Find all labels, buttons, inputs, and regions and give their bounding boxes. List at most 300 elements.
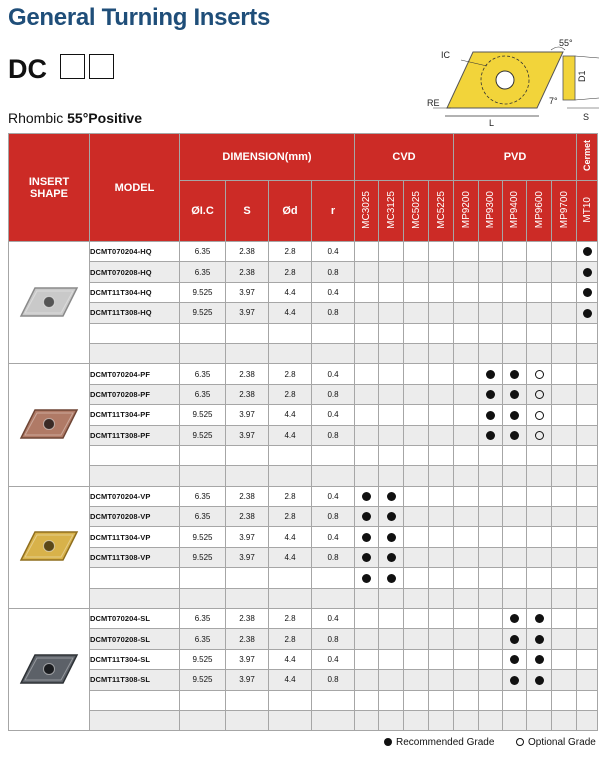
- grade-cell: [552, 568, 577, 588]
- dim-cell: [180, 323, 226, 343]
- grade-cell: [379, 588, 404, 608]
- grade-cell: [379, 507, 404, 527]
- table-row: [9, 343, 598, 363]
- grade-cell: [552, 445, 577, 465]
- r-cell: 0.8: [312, 262, 355, 282]
- grade-cell: [404, 710, 429, 730]
- recommended-dot-icon: [510, 676, 519, 685]
- grade-cell: [552, 242, 577, 262]
- model-cell: [90, 710, 180, 730]
- side-edge-top: [575, 56, 599, 58]
- dim-cell: [269, 343, 312, 363]
- grade-cell: [429, 242, 454, 262]
- grade-cell: [355, 343, 379, 363]
- grade-cell: [577, 323, 598, 343]
- grade-cell: [527, 425, 552, 445]
- ic-cell: 6.35: [180, 364, 226, 384]
- r-cell: 0.4: [312, 649, 355, 669]
- grade-cell: [503, 649, 527, 669]
- table-row: [9, 609, 598, 629]
- insert-geometry-diagram: [425, 36, 607, 128]
- grade-cell: [404, 588, 429, 608]
- grade-cell: [379, 547, 404, 567]
- recommended-dot-icon: [362, 574, 371, 583]
- recommended-dot-icon: [387, 553, 396, 562]
- model-cell: DCMT11T304-HQ: [90, 282, 180, 302]
- grade-cell: [577, 303, 598, 323]
- grade-cell: [577, 547, 598, 567]
- ic-cell: 6.35: [180, 262, 226, 282]
- grade-cell: [479, 343, 503, 363]
- grade-cell: [479, 649, 503, 669]
- model-cell: DCMT070204-VP: [90, 486, 180, 506]
- r-cell: 0.8: [312, 629, 355, 649]
- grade-cell: [552, 649, 577, 669]
- grade-cell: [404, 242, 429, 262]
- grade-cell: [527, 282, 552, 302]
- grade-cell: [429, 649, 454, 669]
- grade-cell: [552, 507, 577, 527]
- dim-cell: [180, 445, 226, 465]
- ic-cell: 6.35: [180, 384, 226, 404]
- grade-col-mt10: [577, 181, 598, 242]
- grade-cell: [404, 670, 429, 690]
- optional-ring-icon: [535, 370, 544, 379]
- model-cell: DCMT070208-VP: [90, 507, 180, 527]
- grade-cell: [379, 649, 404, 669]
- grade-cell: [527, 547, 552, 567]
- grade-cell: [577, 690, 598, 710]
- dim-cell: [269, 323, 312, 343]
- ic-cell: 9.525: [180, 649, 226, 669]
- grade-cell: [355, 445, 379, 465]
- grade-cell: [454, 405, 479, 425]
- table-row: [9, 588, 598, 608]
- legend-optional-label: Optional Grade: [528, 737, 596, 748]
- model-cell: DCMT070204-SL: [90, 609, 180, 629]
- r-cell: 0.4: [312, 282, 355, 302]
- grade-cell: [404, 364, 429, 384]
- grade-cell: [552, 282, 577, 302]
- page-title: General Turning Inserts: [8, 4, 271, 31]
- grade-cell: [355, 425, 379, 445]
- grade-cell: [379, 466, 404, 486]
- d-cell: 4.4: [269, 303, 312, 323]
- grade-cell: [404, 527, 429, 547]
- dim-cell: [180, 690, 226, 710]
- grade-cell: [479, 466, 503, 486]
- s-cell: 3.97: [226, 425, 269, 445]
- grade-cell: [479, 405, 503, 425]
- dim-cell: [312, 466, 355, 486]
- grade-cell: [429, 609, 454, 629]
- grade-cell: [503, 425, 527, 445]
- grade-cell: [404, 629, 429, 649]
- dark-insert-icon: [17, 649, 81, 689]
- grade-cell: [527, 486, 552, 506]
- r-cell: 0.8: [312, 303, 355, 323]
- dim-cell: [312, 710, 355, 730]
- grade-cell: [527, 384, 552, 404]
- recommended-dot-icon: [486, 390, 495, 399]
- grade-cell: [527, 445, 552, 465]
- grade-cell: [355, 609, 379, 629]
- d-cell: 4.4: [269, 649, 312, 669]
- table-row: [9, 507, 598, 527]
- recommended-dot-icon: [510, 390, 519, 399]
- s-cell: 2.38: [226, 242, 269, 262]
- legend-recommended: [384, 737, 494, 748]
- s-cell: 3.97: [226, 405, 269, 425]
- ic-cell: 9.525: [180, 405, 226, 425]
- grade-cell: [454, 425, 479, 445]
- grade-cell: [552, 486, 577, 506]
- grade-cell: [552, 527, 577, 547]
- grade-cell: [552, 547, 577, 567]
- grade-cell: [503, 609, 527, 629]
- table-row: [9, 425, 598, 445]
- table-row: [9, 710, 598, 730]
- insert-shape-cell: [9, 486, 90, 608]
- grade-cell: [355, 568, 379, 588]
- recommended-dot-icon: [583, 268, 592, 277]
- grade-cell: [552, 303, 577, 323]
- grade-cell: [577, 445, 598, 465]
- grade-cell: [577, 568, 598, 588]
- grade-cell: [355, 323, 379, 343]
- grade-cell: [552, 690, 577, 710]
- table-row: [9, 547, 598, 567]
- insert-shape-cell: [9, 242, 90, 364]
- grade-cell: [404, 384, 429, 404]
- grade-cell: [503, 466, 527, 486]
- recommended-dot-icon: [583, 309, 592, 318]
- grade-cell: [429, 568, 454, 588]
- grade-cell: [454, 486, 479, 506]
- grade-cell: [503, 507, 527, 527]
- dim-cell: [226, 690, 269, 710]
- grade-cell: [379, 690, 404, 710]
- grade-cell: [355, 690, 379, 710]
- r-cell: 0.8: [312, 384, 355, 404]
- recommended-dot-icon: [535, 676, 544, 685]
- ic-cell: 9.525: [180, 425, 226, 445]
- grade-cell: [479, 242, 503, 262]
- grade-cell: [355, 364, 379, 384]
- grade-cell: [577, 405, 598, 425]
- d-cell: 2.8: [269, 364, 312, 384]
- dim-cell: [180, 466, 226, 486]
- dim-cell: [269, 690, 312, 710]
- table-row: [9, 262, 598, 282]
- grade-cell: [479, 588, 503, 608]
- grade-cell: [355, 466, 379, 486]
- dim-col-r: r: [312, 181, 355, 242]
- d-cell: 4.4: [269, 425, 312, 445]
- dim-cell: [226, 588, 269, 608]
- grade-cell: [454, 507, 479, 527]
- model-cell: DCMT070204-PF: [90, 364, 180, 384]
- grade-cell: [429, 547, 454, 567]
- grade-cell: [479, 710, 503, 730]
- model-cell: [90, 466, 180, 486]
- ic-cell: 6.35: [180, 242, 226, 262]
- grade-col-mp9300: [479, 181, 503, 242]
- grade-cell: [552, 405, 577, 425]
- dim-cell: [180, 568, 226, 588]
- angle-label: 55°: [559, 38, 573, 48]
- grade-cell: [355, 670, 379, 690]
- grade-cell: [429, 486, 454, 506]
- grade-col-mp9700: [552, 181, 577, 242]
- model-cell: [90, 323, 180, 343]
- model-cell: DCMT070204-HQ: [90, 242, 180, 262]
- grade-cell: [479, 527, 503, 547]
- grade-cell: [479, 670, 503, 690]
- grade-cell: [479, 303, 503, 323]
- grade-cell: [527, 670, 552, 690]
- s-cell: 2.38: [226, 486, 269, 506]
- grade-cell: [454, 690, 479, 710]
- grade-cell: [379, 629, 404, 649]
- grade-cell: [404, 425, 429, 445]
- insert-shape-cell: [9, 609, 90, 731]
- table-row: [9, 629, 598, 649]
- subtitle-prefix: Rhombic: [8, 110, 68, 126]
- dim-cell: [226, 466, 269, 486]
- model-cell: DCMT11T304-PF: [90, 405, 180, 425]
- grade-cell: [479, 547, 503, 567]
- grade-cell: [429, 384, 454, 404]
- dim-cell: [269, 466, 312, 486]
- table-row: [9, 405, 598, 425]
- grade-cell: [552, 588, 577, 608]
- d-cell: 2.8: [269, 629, 312, 649]
- grade-cell: [454, 384, 479, 404]
- grade-cell: [454, 527, 479, 547]
- dim-cell: [226, 323, 269, 343]
- grade-cell: [355, 649, 379, 669]
- table-row: [9, 568, 598, 588]
- d-cell: 4.4: [269, 282, 312, 302]
- grade-cell: [552, 609, 577, 629]
- grade-cell: [454, 262, 479, 282]
- grade-cell: [577, 507, 598, 527]
- grade-cell: [404, 445, 429, 465]
- model-cell: [90, 568, 180, 588]
- grade-cell: [454, 282, 479, 302]
- model-cell: DCMT070208-PF: [90, 384, 180, 404]
- recommended-dot-icon: [362, 533, 371, 542]
- grade-cell: [355, 527, 379, 547]
- grade-cell: [479, 323, 503, 343]
- grade-cell: [355, 486, 379, 506]
- grade-cell: [527, 364, 552, 384]
- recommended-dot-icon: [535, 614, 544, 623]
- grade-cell: [577, 425, 598, 445]
- grade-cell: [527, 690, 552, 710]
- table-row: [9, 466, 598, 486]
- dim-cell: [226, 710, 269, 730]
- ic-cell: 9.525: [180, 303, 226, 323]
- table-row: [9, 242, 598, 262]
- grade-cell: [379, 242, 404, 262]
- grade-cell: [379, 323, 404, 343]
- table-row: [9, 649, 598, 669]
- grade-cell: [503, 405, 527, 425]
- grade-cell: [479, 364, 503, 384]
- grade-cell: [527, 405, 552, 425]
- grade-cell: [503, 384, 527, 404]
- grade-cell: [454, 364, 479, 384]
- recommended-dot-icon: [583, 247, 592, 256]
- grade-cell: [503, 445, 527, 465]
- grade-cell: [479, 262, 503, 282]
- bronze-insert-icon: [17, 404, 81, 444]
- model-cell: DCMT070208-SL: [90, 629, 180, 649]
- grade-label: MT10: [581, 196, 593, 223]
- dim-cell: [269, 588, 312, 608]
- grade-cell: [503, 242, 527, 262]
- s-cell: 2.38: [226, 507, 269, 527]
- grade-label: MP9400: [509, 190, 520, 229]
- model-cell: DCMT11T304-SL: [90, 649, 180, 669]
- recommended-dot-icon: [387, 492, 396, 501]
- ic-label: IC: [441, 50, 450, 60]
- grade-cell: [479, 282, 503, 302]
- grade-cell: [429, 262, 454, 282]
- grade-col-mp9600: [527, 181, 552, 242]
- model-cell: DCMT11T308-PF: [90, 425, 180, 445]
- d-cell: 2.8: [269, 486, 312, 506]
- r-cell: 0.8: [312, 547, 355, 567]
- grade-cell: [552, 710, 577, 730]
- code-box-2: [89, 54, 114, 79]
- d-cell: 4.4: [269, 547, 312, 567]
- grade-cell: [429, 670, 454, 690]
- grade-cell: [479, 384, 503, 404]
- grade-cell: [503, 588, 527, 608]
- grade-cell: [479, 609, 503, 629]
- subtitle: [8, 110, 142, 126]
- r-cell: 0.8: [312, 670, 355, 690]
- grade-cell: [379, 609, 404, 629]
- grade-cell: [577, 649, 598, 669]
- re-label: RE: [427, 98, 440, 108]
- grade-cell: [429, 323, 454, 343]
- r-cell: 0.4: [312, 364, 355, 384]
- table-row: [9, 303, 598, 323]
- grade-cell: [404, 690, 429, 710]
- grade-cell: [454, 547, 479, 567]
- grade-cell: [503, 323, 527, 343]
- recommended-dot-icon: [510, 614, 519, 623]
- grade-cell: [404, 568, 429, 588]
- recommended-dot-icon: [510, 655, 519, 664]
- table-row: [9, 282, 598, 302]
- grade-cell: [404, 609, 429, 629]
- grade-cell: [552, 343, 577, 363]
- grade-col-mc5025: [404, 181, 429, 242]
- grade-cell: [429, 588, 454, 608]
- grade-cell: [577, 670, 598, 690]
- s-cell: 2.38: [226, 629, 269, 649]
- model-header: MODEL: [90, 134, 180, 242]
- grade-cell: [527, 242, 552, 262]
- grade-cell: [527, 710, 552, 730]
- grade-cell: [404, 649, 429, 669]
- table-row: [9, 384, 598, 404]
- recommended-dot-icon: [510, 635, 519, 644]
- s-cell: 3.97: [226, 303, 269, 323]
- table-row: [9, 670, 598, 690]
- grade-label: MC5225: [435, 190, 447, 229]
- ic-cell: 6.35: [180, 629, 226, 649]
- grade-cell: [552, 629, 577, 649]
- grade-cell: [503, 568, 527, 588]
- grade-label: MP9600: [533, 190, 545, 229]
- table-body: [9, 242, 598, 731]
- d-cell: 4.4: [269, 405, 312, 425]
- recommended-dot-icon: [535, 655, 544, 664]
- grade-cell: [379, 343, 404, 363]
- subtitle-angle: 55°Positive: [67, 110, 143, 126]
- model-cell: DCMT11T308-SL: [90, 670, 180, 690]
- legend-optional: [516, 737, 596, 748]
- optional-ring-icon: [535, 411, 544, 420]
- grade-cell: [379, 282, 404, 302]
- grade-cell: [379, 445, 404, 465]
- grade-cell: [454, 323, 479, 343]
- recommended-dot-icon: [510, 411, 519, 420]
- grade-cell: [527, 507, 552, 527]
- grade-cell: [454, 343, 479, 363]
- grade-cell: [552, 466, 577, 486]
- grade-cell: [527, 466, 552, 486]
- dim-cell: [269, 445, 312, 465]
- grade-cell: [355, 242, 379, 262]
- insert-code: DC: [8, 54, 47, 84]
- grade-cell: [577, 384, 598, 404]
- grade-cell: [379, 405, 404, 425]
- grade-cell: [454, 568, 479, 588]
- recommended-dot-icon: [387, 574, 396, 583]
- grade-col-mp9400: [503, 181, 527, 242]
- s-cell: 3.97: [226, 282, 269, 302]
- side-edge-bottom: [575, 98, 599, 100]
- table-row: [9, 527, 598, 547]
- grade-cell: [454, 242, 479, 262]
- recommended-dot-icon: [387, 533, 396, 542]
- grade-cell: [355, 710, 379, 730]
- pvd-header: PVD: [454, 134, 577, 181]
- r-cell: 0.8: [312, 507, 355, 527]
- grade-cell: [454, 710, 479, 730]
- grade-cell: [379, 364, 404, 384]
- model-cell: DCMT11T308-HQ: [90, 303, 180, 323]
- grade-cell: [479, 690, 503, 710]
- optional-ring-icon: [535, 390, 544, 399]
- table-row: [9, 445, 598, 465]
- grade-cell: [454, 303, 479, 323]
- r-cell: 0.4: [312, 405, 355, 425]
- r-cell: 0.4: [312, 527, 355, 547]
- grade-cell: [577, 629, 598, 649]
- cvd-header: CVD: [355, 134, 454, 181]
- grade-cell: [454, 609, 479, 629]
- legend-recommended-label: Recommended Grade: [396, 737, 495, 748]
- relief-angle-label: 7°: [549, 96, 558, 106]
